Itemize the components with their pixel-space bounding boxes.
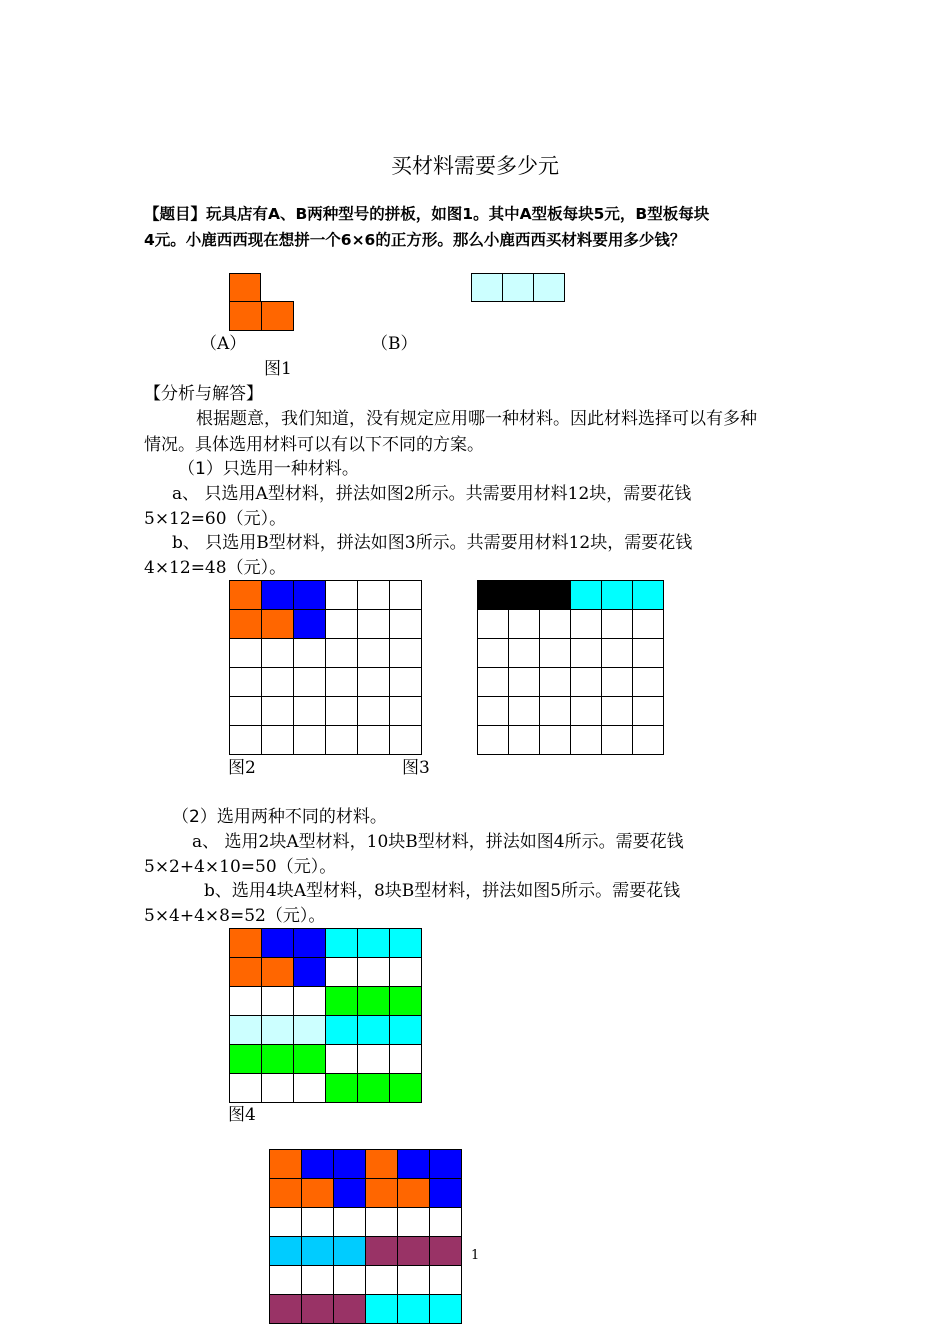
- fig4-caption: 图4: [228, 1105, 256, 1125]
- fig2-cell: [326, 697, 358, 726]
- fig4-cell: [390, 1074, 422, 1103]
- case1-b-line-2: 4×12=48（元）。: [144, 558, 287, 578]
- fig2-cell: [358, 668, 390, 697]
- fig5-cell: [270, 1266, 302, 1295]
- fig1-label-a: （A）: [200, 334, 247, 354]
- fig4-cell: [390, 1016, 422, 1045]
- fig4-cell: [390, 1045, 422, 1074]
- fig5-cell: [302, 1237, 334, 1266]
- fig4-cell: [390, 987, 422, 1016]
- fig5-cell: [334, 1208, 366, 1237]
- fig3-cell: [633, 668, 664, 697]
- case2-b-line-2: 5×4+4×8=52（元）。: [144, 906, 326, 926]
- fig4-cell: [294, 958, 326, 987]
- fig5-cell: [398, 1237, 430, 1266]
- fig3-cell: [478, 581, 509, 610]
- fig5-cell: [430, 1237, 462, 1266]
- fig4-cell: [262, 1016, 294, 1045]
- fig5-cell: [334, 1295, 366, 1324]
- fig3-cell: [478, 610, 509, 639]
- fig4-cell: [294, 1016, 326, 1045]
- fig3-cell: [571, 697, 602, 726]
- fig5-cell: [366, 1208, 398, 1237]
- fig2-cell: [358, 726, 390, 755]
- fig2-cell: [230, 639, 262, 668]
- fig1-a-cell: [229, 301, 262, 331]
- fig2-cell: [230, 668, 262, 697]
- fig3-cell: [509, 668, 540, 697]
- fig3-cell: [478, 726, 509, 755]
- fig4-cell: [294, 1074, 326, 1103]
- fig3-caption: 图3: [402, 758, 430, 778]
- fig3-cell: [540, 726, 571, 755]
- fig1b-cell: [534, 274, 565, 302]
- fig2-cell: [262, 610, 294, 639]
- fig4-cell: [358, 987, 390, 1016]
- fig2-cell: [390, 639, 422, 668]
- fig5-cell: [334, 1266, 366, 1295]
- fig2-cell: [294, 610, 326, 639]
- fig2-cell: [294, 668, 326, 697]
- fig4-cell: [230, 1074, 262, 1103]
- fig2-cell: [358, 639, 390, 668]
- fig4-cell: [262, 1074, 294, 1103]
- fig4-cell: [326, 1074, 358, 1103]
- fig2-grid: [229, 580, 422, 755]
- fig5-cell: [302, 1295, 334, 1324]
- fig5-cell: [302, 1150, 334, 1179]
- fig3-cell: [478, 639, 509, 668]
- fig4-cell: [326, 1045, 358, 1074]
- fig2-cell: [326, 639, 358, 668]
- fig4-cell: [390, 929, 422, 958]
- fig5-cell: [270, 1150, 302, 1179]
- fig2-caption: 图2: [228, 758, 256, 778]
- fig5-cell: [302, 1266, 334, 1295]
- intro-line-1: 根据题意，我们知道，没有规定应用哪一种材料。因此材料选择可以有多种: [196, 409, 757, 429]
- fig5-cell: [302, 1208, 334, 1237]
- fig2-cell: [230, 726, 262, 755]
- fig1-b-piece: [471, 273, 565, 302]
- fig2-cell: [262, 726, 294, 755]
- fig2-cell: [326, 668, 358, 697]
- fig3-cell: [540, 697, 571, 726]
- fig4-cell: [230, 1045, 262, 1074]
- fig2-cell: [262, 668, 294, 697]
- fig4-cell: [230, 958, 262, 987]
- fig2-cell: [230, 610, 262, 639]
- fig2-cell: [358, 610, 390, 639]
- fig5-cell: [366, 1237, 398, 1266]
- fig2-cell: [262, 581, 294, 610]
- fig3-cell: [633, 726, 664, 755]
- fig1b-cell: [472, 274, 503, 302]
- fig4-cell: [294, 1045, 326, 1074]
- fig4-cell: [326, 929, 358, 958]
- case2-a-line-2: 5×2+4×10=50（元）。: [144, 857, 337, 877]
- fig5-cell: [302, 1179, 334, 1208]
- fig2-cell: [358, 581, 390, 610]
- fig4-cell: [262, 929, 294, 958]
- case1-a-line-1: a、 只选用A型材料，拼法如图2所示。共需要用材料12块，需要花钱: [172, 484, 692, 504]
- fig3-cell: [540, 610, 571, 639]
- fig3-cell: [540, 639, 571, 668]
- fig2-cell: [294, 639, 326, 668]
- fig4-cell: [294, 929, 326, 958]
- fig3-cell: [571, 668, 602, 697]
- fig4-cell: [262, 958, 294, 987]
- fig1-caption: 图1: [264, 359, 292, 379]
- fig3-cell: [633, 639, 664, 668]
- fig5-cell: [334, 1179, 366, 1208]
- fig4-cell: [358, 1045, 390, 1074]
- fig3-cell: [478, 668, 509, 697]
- fig2-cell: [294, 581, 326, 610]
- fig5-cell: [366, 1266, 398, 1295]
- fig5-cell: [430, 1208, 462, 1237]
- problem-line-1: 【题目】玩具店有A、B两种型号的拼板，如图1。其中A型板每块5元，B型板每块: [144, 205, 710, 223]
- fig5-cell: [398, 1295, 430, 1324]
- fig3-cell: [571, 639, 602, 668]
- page-title: 买材料需要多少元: [391, 154, 559, 178]
- fig3-cell: [571, 581, 602, 610]
- fig3-cell: [509, 697, 540, 726]
- fig5-cell: [398, 1179, 430, 1208]
- fig4-cell: [230, 1016, 262, 1045]
- case1-heading: （1）只选用一种材料。: [178, 459, 359, 479]
- fig3-cell: [633, 697, 664, 726]
- fig2-cell: [230, 697, 262, 726]
- fig2-cell: [390, 668, 422, 697]
- fig5-cell: [398, 1150, 430, 1179]
- fig3-cell: [509, 610, 540, 639]
- fig5-cell: [334, 1237, 366, 1266]
- fig4-cell: [230, 987, 262, 1016]
- fig5-cell: [398, 1208, 430, 1237]
- fig3-cell: [602, 697, 633, 726]
- fig4-grid: [229, 928, 422, 1103]
- fig4-cell: [390, 958, 422, 987]
- intro-line-2: 情况。具体选用材料可以有以下不同的方案。: [144, 435, 484, 455]
- fig2-cell: [262, 639, 294, 668]
- fig3-cell: [478, 697, 509, 726]
- case1-b-line-1: b、 只选用B型材料，拼法如图3所示。共需要用材料12块，需要花钱: [172, 533, 693, 553]
- fig5-cell: [366, 1179, 398, 1208]
- case1-a-line-2: 5×12=60（元）。: [144, 509, 287, 529]
- analysis-heading: 【分析与解答】: [144, 384, 263, 404]
- fig2-cell: [390, 726, 422, 755]
- fig5-cell: [270, 1179, 302, 1208]
- fig2-cell: [390, 581, 422, 610]
- fig4-cell: [326, 987, 358, 1016]
- fig4-cell: [358, 1016, 390, 1045]
- fig3-cell: [509, 726, 540, 755]
- fig2-cell: [294, 697, 326, 726]
- fig3-cell: [633, 610, 664, 639]
- fig3-cell: [540, 668, 571, 697]
- fig2-cell: [294, 726, 326, 755]
- fig2-cell: [262, 697, 294, 726]
- fig4-cell: [262, 987, 294, 1016]
- fig4-cell: [358, 958, 390, 987]
- fig2-cell: [326, 726, 358, 755]
- fig3-cell: [571, 726, 602, 755]
- case2-heading: （2）选用两种不同的材料。: [172, 807, 387, 827]
- fig4-cell: [262, 1045, 294, 1074]
- fig5-cell: [270, 1237, 302, 1266]
- fig5-cell: [334, 1150, 366, 1179]
- fig5-cell: [430, 1266, 462, 1295]
- fig4-cell: [294, 987, 326, 1016]
- fig5-cell: [270, 1208, 302, 1237]
- fig3-cell: [633, 581, 664, 610]
- fig1-a-cell: [261, 301, 294, 331]
- fig4-cell: [326, 1016, 358, 1045]
- fig5-grid: [269, 1149, 462, 1324]
- fig2-cell: [390, 697, 422, 726]
- fig2-cell: [230, 581, 262, 610]
- fig2-cell: [390, 610, 422, 639]
- fig4-cell: [358, 929, 390, 958]
- fig3-cell: [509, 639, 540, 668]
- fig3-cell: [602, 581, 633, 610]
- page-number: 1: [471, 1248, 480, 1263]
- fig5-cell: [366, 1150, 398, 1179]
- problem-line-2: 4元。小鹿西西现在想拼一个6×6的正方形。那么小鹿西西买材料要用多少钱？: [144, 231, 686, 249]
- fig5-cell: [270, 1295, 302, 1324]
- fig5-cell: [366, 1295, 398, 1324]
- fig3-cell: [540, 581, 571, 610]
- fig5-cell: [398, 1266, 430, 1295]
- fig5-cell: [430, 1295, 462, 1324]
- fig3-cell: [602, 610, 633, 639]
- fig2-cell: [326, 581, 358, 610]
- fig5-cell: [430, 1150, 462, 1179]
- fig3-cell: [571, 610, 602, 639]
- fig2-cell: [326, 610, 358, 639]
- fig2-cell: [358, 697, 390, 726]
- fig3-cell: [602, 726, 633, 755]
- fig1-label-b: （B）: [371, 334, 418, 354]
- fig4-cell: [230, 929, 262, 958]
- fig3-cell: [509, 581, 540, 610]
- fig3-grid: [477, 580, 664, 755]
- case2-b-line-1: b、选用4块A型材料，8块B型材料，拼法如图5所示。需要花钱: [204, 881, 681, 901]
- fig4-cell: [326, 958, 358, 987]
- fig3-cell: [602, 639, 633, 668]
- fig4-cell: [358, 1074, 390, 1103]
- fig1-a-cell: [229, 273, 261, 302]
- fig1b-cell: [503, 274, 534, 302]
- fig3-cell: [602, 668, 633, 697]
- fig5-cell: [430, 1179, 462, 1208]
- case2-a-line-1: a、 选用2块A型材料，10块B型材料，拼法如图4所示。需要花钱: [192, 832, 684, 852]
